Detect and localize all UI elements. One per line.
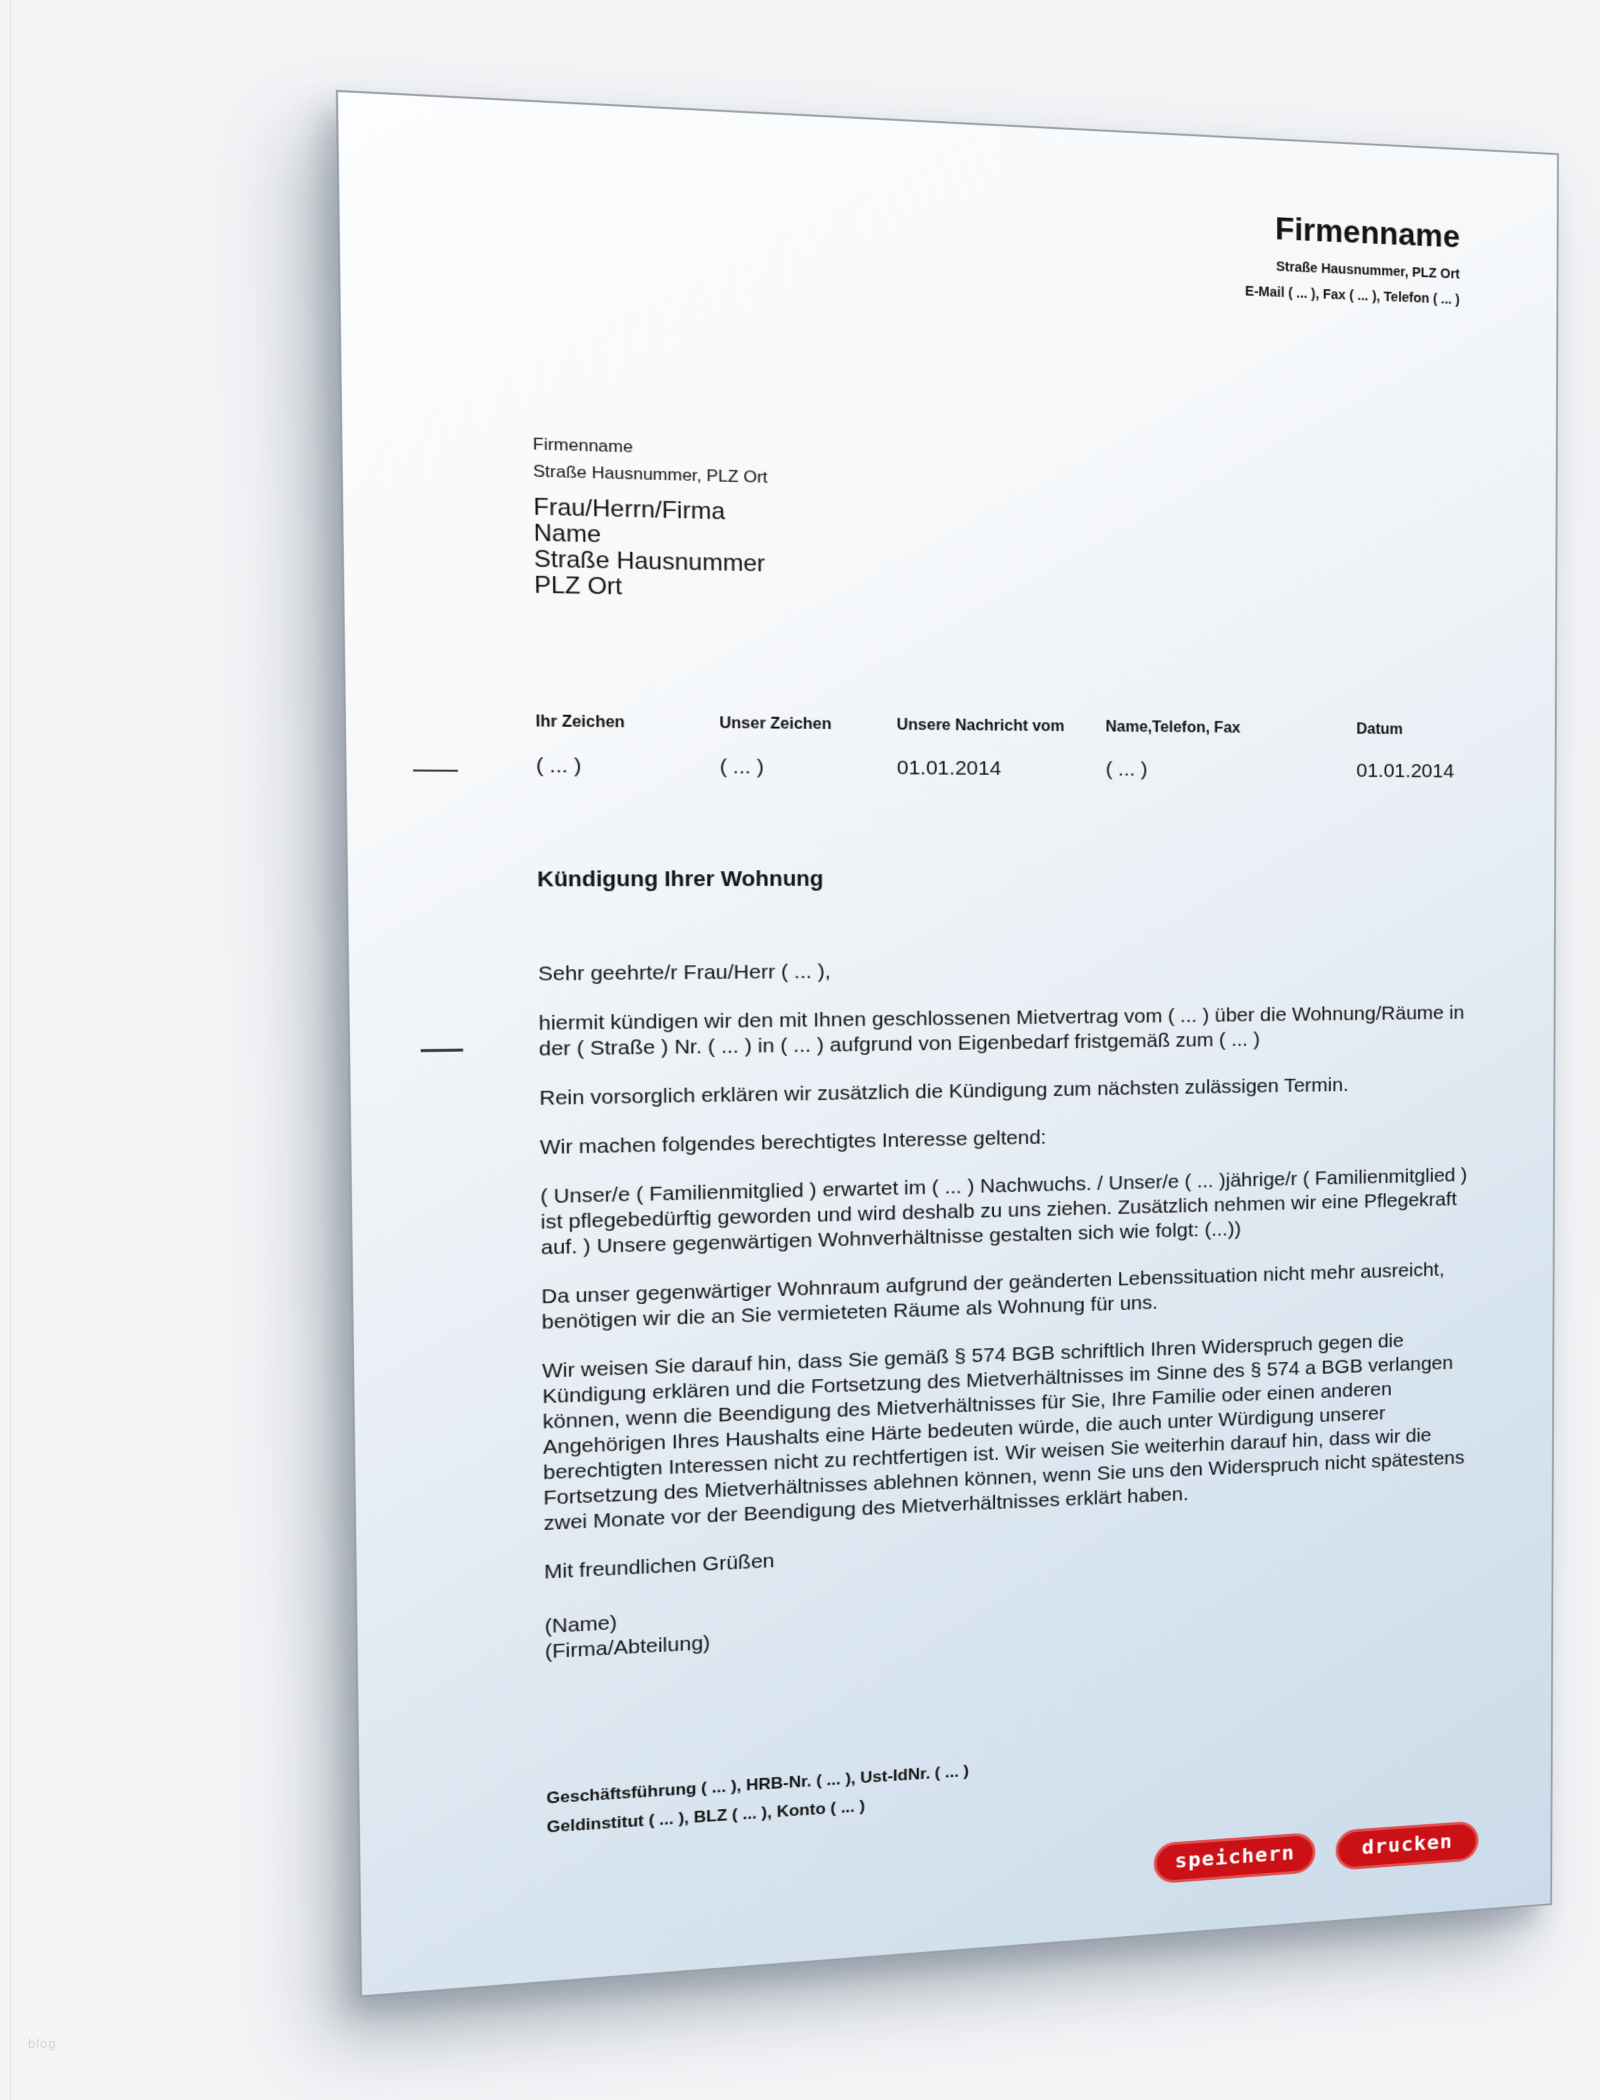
letter-sheet [338, 92, 1557, 1995]
signature-block: (Name) (Firma/Abteilung) [544, 1611, 711, 1664]
reference-datum: Datum 01.01.2014 [1356, 721, 1455, 783]
left-edge-line [10, 0, 11, 2100]
letterhead [838, 189, 1460, 309]
paragraph: ( Unser/e ( Familienmitglied ) erwartet im ( ... ) Nachwuchs. / Unser/e ( ... )jährige/r ( Familienmitglied ) ist pflegebedürftig geworden und wird deshalb zu uns ziehen. Zusätzlich nehmen wir eine Pflegekraft auf. ) Unsere gegenwärtigen Wohnverhältnisse gestalten sich wie folgt: (...)) [540, 1164, 1468, 1260]
fold-mark [413, 769, 458, 771]
center-mark [421, 1049, 463, 1053]
letterhead-address: Straße Hausnummer, PLZ Ort [1276, 258, 1460, 282]
letterhead-company: Firmenname [1275, 210, 1460, 255]
paragraph: hiermit kündigen wir den mit Ihnen geschlossenen Mietvertrag vom ( ... ) über die Wohnung/Räume in der ( Straße ) Nr. ( ... ) in ( ... ) aufgrund von Eigenbedarf fristgemäß zum ( ... ) [538, 1002, 1465, 1061]
salutation: Sehr geehrte/r Frau/Herr ( ... ), [538, 960, 831, 986]
reference-row [535, 712, 1525, 805]
reference-nachricht-vom: Unsere Nachricht vom 01.01.2014 [896, 716, 1065, 780]
print-button[interactable]: drucken [1336, 1820, 1479, 1870]
reference-name-telefon-fax: Name,Telefon, Fax ( ... ) [1105, 719, 1241, 781]
paragraph: Wir weisen Sie darauf hin, dass Sie gemäß § 574 BGB schriftlich Ihren Widerspruch gegen die Kündigung erklären und die Fortsetzung des Mietverhältnisses im Sinne des § 574 a BGB verlangen können, wenn die Beendigung des Mietverhältnisses für Sie, Ihre Familie oder einen anderen Angehörigen Ihres Haushalts eine Härte bedeuten würde, die auch unter Würdigung unserer berechtigten Interessen nicht zu rechtfertigen ist. Wir weisen Sie weiterhin darauf hin, dass wir die Fortsetzung des Mietverhältnisses ablehnen können, wenn Sie uns den Widerspruch nicht spätestens zwei Monate vor der Beendigung des Mietverhältnisses erklärt haben. [542, 1330, 1465, 1535]
recipient-address: Frau/Herrn/Firma Name Straße Hausnummer PLZ Ort [533, 493, 766, 601]
recipient-sender-line: Firmenname Straße Hausnummer, PLZ Ort [532, 434, 768, 487]
letter-body [538, 954, 1525, 1688]
save-button[interactable]: speichern [1154, 1832, 1315, 1884]
reference-ihr-zeichen: Ihr Zeichen ( ... ) [535, 713, 625, 778]
paragraph: Da unser gegenwärtiger Wohnraum aufgrund der geänderten Lebenssituation nicht mehr ausreicht, benötigen wir die an Sie vermieteten Räume als Wohnung für uns. [541, 1258, 1445, 1334]
watermark: blog [28, 2036, 57, 2051]
closing: Mit freundlichen Grüßen [544, 1549, 775, 1584]
reference-unser-zeichen: Unser Zeichen ( ... ) [719, 715, 832, 779]
paragraph: Wir machen folgendes berechtigtes Interesse geltend: [539, 1126, 1047, 1159]
letterhead-contact: E-Mail ( ... ), Fax ( ... ), Telefon ( ... ) [1245, 282, 1460, 307]
paragraph: Rein vorsorglich erklären wir zusätzlich die Kündigung zum nächsten zulässigen Termin. [539, 1074, 1349, 1110]
subject-line: Kündigung Ihrer Wohnung [537, 866, 824, 892]
footer-info: Geschäftsführung ( ... ), HRB-Nr. ( ... ), Ust-IdNr. ( ... ) Geldinstitut ( ... ), BLZ ( ... ), Konto ( ... ) [546, 1761, 970, 1837]
